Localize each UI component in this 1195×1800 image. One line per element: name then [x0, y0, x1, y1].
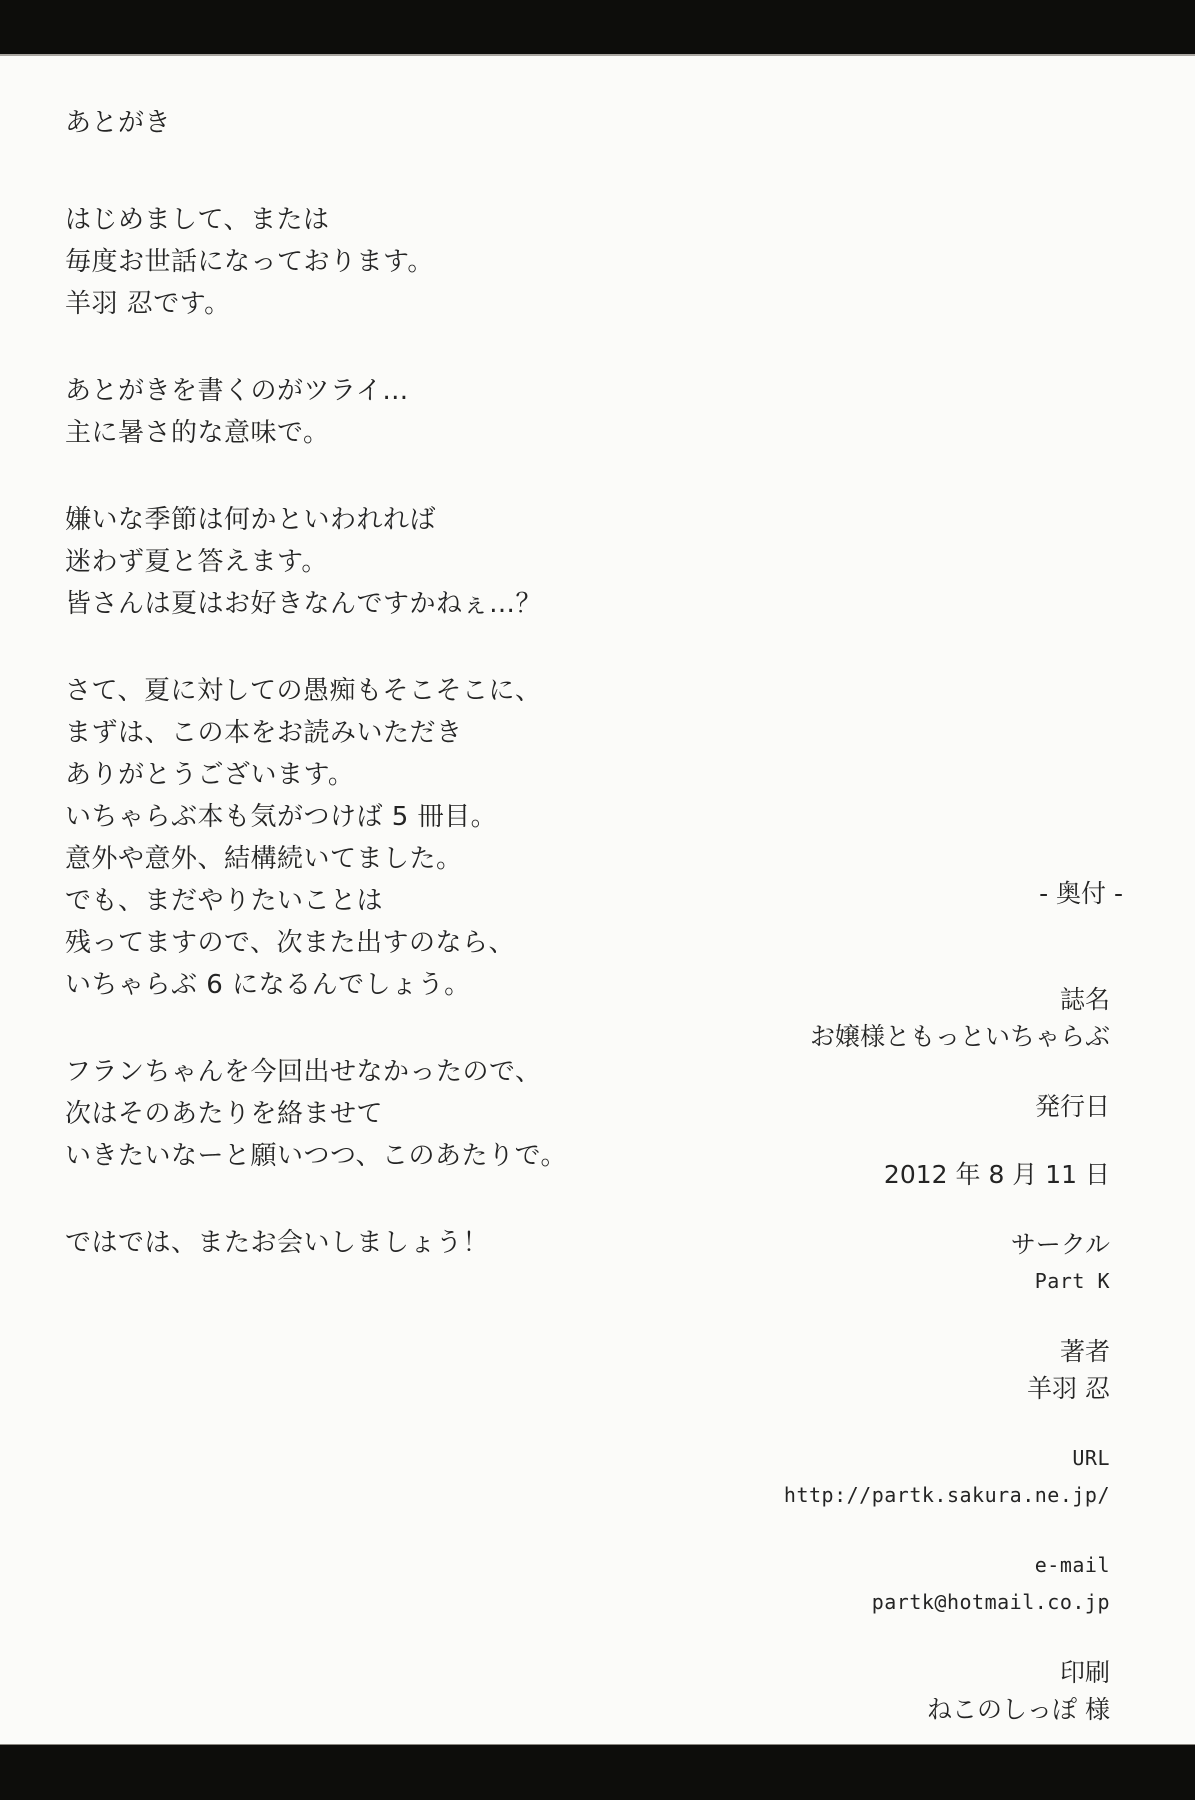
colophon-entry-value: ねこのしっぽ 様	[927, 1695, 1110, 1724]
colophon-entry-label: サークル	[1010, 1230, 1110, 1259]
afterword-line: まずは、この本をお読みいただき	[65, 718, 463, 748]
top-black-bar	[0, 0, 1195, 56]
colophon-entry-hakkoubi	[590, 1088, 1110, 1193]
afterword-line: 毎度お世話になっております。	[65, 247, 434, 277]
afterword-paragraph	[65, 370, 685, 454]
colophon-entry-value: 羊羽 忍	[1027, 1374, 1110, 1403]
afterword-line: フランちゃんを今回出せなかったので、	[65, 1057, 542, 1087]
colophon-entry-url	[590, 1440, 1110, 1514]
colophon-entry-value: 2012 年 8 月 11 日	[883, 1160, 1110, 1189]
colophon-entry-printer	[590, 1654, 1110, 1728]
colophon-entry-author	[590, 1333, 1110, 1407]
afterword-paragraph	[65, 199, 685, 325]
afterword-line: いちゃらぶ本も気がつけば 5 冊目。	[65, 802, 498, 832]
afterword-line: いちゃらぶ 6 になるんでしょう。	[65, 970, 471, 1000]
bottom-black-bar	[0, 1744, 1195, 1800]
colophon-entry-value: http://partk.sakura.ne.jp/	[783, 1483, 1110, 1507]
colophon-section	[590, 875, 1123, 1761]
afterword-line: 迷わず夏と答えます。	[65, 547, 328, 577]
colophon-entry-label: 発行日	[1034, 1092, 1110, 1121]
afterword-line: 皆さんは夏はお好きなんですかねぇ…？	[65, 589, 543, 619]
colophon-entry-label: 印刷	[1059, 1658, 1110, 1687]
afterword-line: あとがきを書くのがツライ…	[65, 376, 409, 406]
colophon-entry-value: お嬢様ともっといちゃらぶ	[809, 1022, 1110, 1051]
colophon-entry-value: partk@hotmail.co.jp	[871, 1590, 1110, 1614]
colophon-entry-label: 誌名	[1059, 985, 1110, 1014]
colophon-entry-label: e-mail	[1034, 1553, 1110, 1577]
colophon-entry-value: Part K	[1034, 1269, 1110, 1293]
colophon-entry-email	[590, 1547, 1110, 1621]
colophon-entry-circle	[590, 1226, 1110, 1300]
afterword-line: はじめまして、または	[65, 205, 330, 235]
colophon-title: - 奥付 -	[1039, 879, 1123, 908]
afterword-line: ありがとうございます。	[65, 760, 355, 790]
afterword-line: 主に暑さ的な意味で。	[65, 418, 330, 448]
afterword-paragraph	[65, 499, 685, 625]
afterword-line: いきたいなーと願いつつ、このあたりで。	[65, 1141, 567, 1171]
colophon-entry-label: 著者	[1059, 1337, 1110, 1366]
colophon-entry-label: URL	[1072, 1446, 1110, 1470]
afterword-line: さて、夏に対しての愚痴もそこそこに、	[65, 676, 542, 706]
afterword-line: 意外や意外、結構続いてました。	[65, 844, 463, 874]
afterword-line: 次はそのあたりを絡ませて	[65, 1099, 384, 1129]
afterword-line: 残ってますので、次また出すのなら、	[65, 928, 515, 958]
afterword-line: 羊羽 忍です。	[65, 289, 231, 319]
afterword-line: ではでは、またお会いしましょう！	[65, 1228, 490, 1258]
afterword-title: あとがき	[65, 108, 172, 138]
colophon-entry-shimei	[590, 981, 1110, 1055]
afterword-line: 嫌いな季節は何かといわれれば	[65, 505, 437, 535]
afterword-line: でも、まだやりたいことは	[65, 886, 384, 916]
